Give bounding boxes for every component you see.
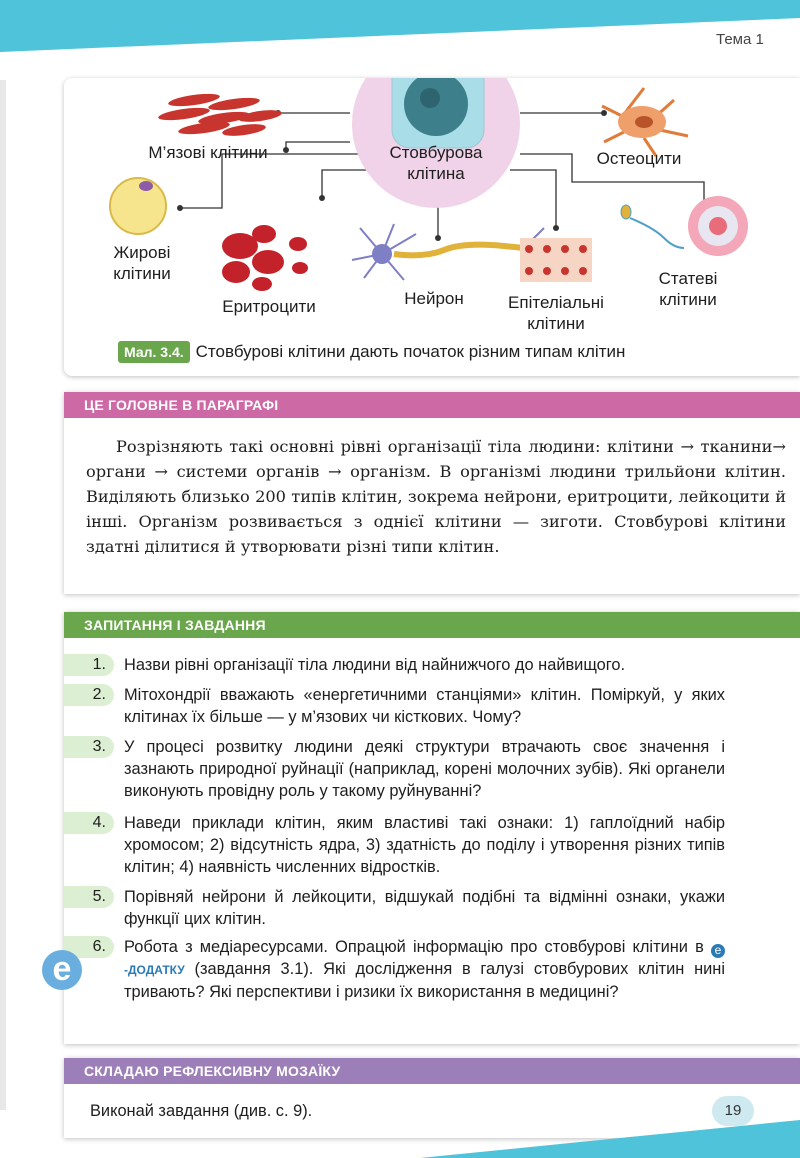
- questions-title: ЗАПИТАННЯ І ЗАВДАННЯ: [64, 612, 800, 638]
- summary-text: Розрізняють такі основні рівні організації тіла людини: клітини → тканини→ органи → системи органів → організм. В організмі людини трильйони клітин. Виділяють близько 200 типів клітин, зокрема нейрони, еритроцити, лейкоцити й інші. Організм розвивається з однієї клітини — зиготи. Стовбурові клітини здатні ділитися й утворювати різні типи клітин.: [86, 437, 786, 556]
- sex-cells-illustration: [621, 196, 748, 256]
- page-number: 19: [712, 1096, 754, 1126]
- stem-cell-label-line2: клітина: [407, 164, 465, 183]
- sex-cells-label-line2: клітини: [659, 290, 717, 309]
- summary-title: ЦЕ ГОЛОВНЕ В ПАРАГРАФІ: [64, 392, 800, 418]
- mosaic-title: СКЛАДАЮ РЕФЛЕКСИВНУ МОЗАЇКУ: [64, 1058, 800, 1084]
- question-6-text-after: (завдання 3.1). Які дослідження в галузі стовбурових клітин нині тривають? Які перспективи і ризики їх використання в медицині?: [124, 960, 725, 1001]
- erythrocytes-illustration: [222, 225, 308, 291]
- fat-cells-label-line1: Жирові: [113, 243, 171, 262]
- figure-card: [64, 78, 800, 376]
- sex-cells-label: [640, 268, 736, 310]
- stem-cell-label-line1: Стовбурова: [389, 143, 483, 162]
- osteocytes-label: Остеоцити: [596, 149, 682, 168]
- topic-label: Тема 1: [700, 22, 800, 58]
- epithelial-cells-label-line1: Епітеліальні: [508, 293, 604, 312]
- question-number: 6.: [64, 936, 114, 958]
- epithelial-cells-illustration: [520, 238, 592, 282]
- question-number: 5.: [64, 886, 114, 908]
- questions-card: [64, 612, 800, 1044]
- stem-cell-diagram: [64, 78, 800, 376]
- top-decor-band: [0, 0, 800, 60]
- question-text: Наведи приклади клітин, яким властиві такі ознаки: 1) гаплоїдний набір хромосом; 2) відсутність ядра, 3) здатність до поділу і утворення різних типів клітин; 4) наявність численних відростків.: [124, 814, 725, 876]
- question-text: [124, 936, 725, 1003]
- e-dodatok-link[interactable]: -ДОДАТКУ: [124, 963, 185, 977]
- epithelial-cells-label: [494, 292, 618, 334]
- figure-caption-text: Стовбурові клітини дають початок різним типам клітин: [195, 342, 626, 361]
- figure-caption: [118, 342, 625, 362]
- fat-cells-label-line2: клітини: [113, 264, 171, 283]
- muscle-cells-label: М’язові клітини: [148, 143, 268, 162]
- question-text: Назви рівні організації тіла людини від найнижчого до найвищого.: [124, 656, 626, 674]
- question-text: Порівняй нейрони й лейкоцити, відшукай подібні та відмінні ознаки, укажи функції цих клітин.: [124, 888, 725, 928]
- neuron-label: Нейрон: [404, 289, 464, 308]
- epithelial-cells-label-line2: клітини: [527, 314, 585, 333]
- summary-card: [64, 392, 800, 594]
- mosaic-text: Виконай завдання (див. с. 9).: [90, 1102, 313, 1120]
- e-dodatok-icon: е: [711, 944, 725, 958]
- question-number: 1.: [64, 654, 114, 676]
- question-number: 3.: [64, 736, 114, 758]
- question-text: Мітохондрії вважають «енергетичними станціями» клітин. Поміркуй, у яких клітинах їх більше — у м’язових чи кісткових. Чому?: [124, 686, 725, 726]
- erythrocytes-label: Еритроцити: [222, 297, 316, 316]
- e-resource-icon[interactable]: е: [42, 950, 82, 990]
- question-number: 4.: [64, 812, 114, 834]
- osteocyte-illustration: [602, 88, 688, 156]
- question-number: 2.: [64, 684, 114, 706]
- question-6-text-before: Робота з медіаресурсами. Опрацюй інформацію про стовбурові клітини в: [124, 938, 704, 956]
- fat-cell-illustration: [110, 178, 166, 234]
- figure-caption-tag: Мал. 3.4.: [118, 341, 190, 363]
- bottom-decor-band: [0, 1120, 800, 1158]
- sex-cells-label-line1: Статеві: [658, 269, 718, 288]
- stem-cell-label: [376, 142, 496, 184]
- muscle-cells-illustration: [158, 91, 283, 138]
- question-text: У процесі розвитку людини деякі структури втрачають своє значення і зазнають природної руйнації (наприклад, корені молочних зубів). Які органели виконують провідну роль у такому руйнуванні?: [124, 738, 725, 800]
- left-margin-strip: [0, 80, 6, 1110]
- fat-cells-label: [94, 242, 190, 284]
